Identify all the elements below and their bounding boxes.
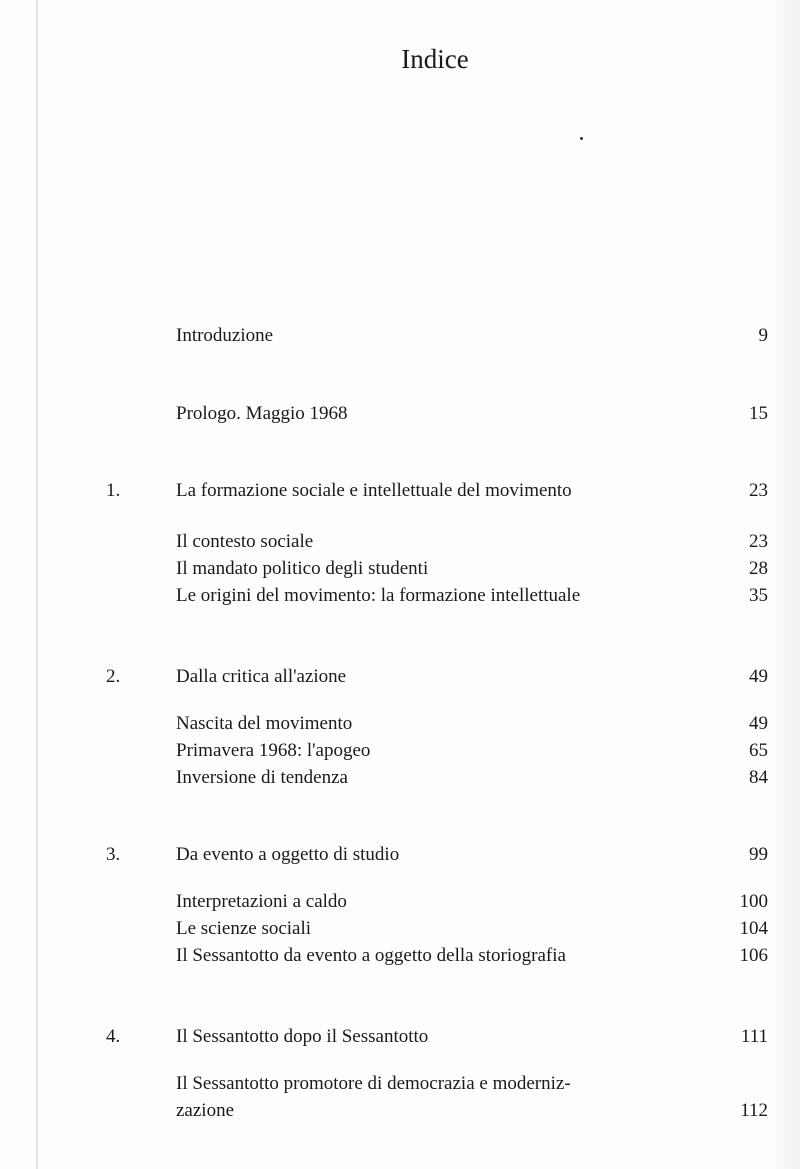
toc-page-number: 112 — [740, 1100, 768, 1121]
toc-entry-title: Prologo. Maggio 1968 — [176, 403, 348, 424]
toc-entry-title: Le origini del movimento: la formazione intellettuale — [176, 585, 581, 606]
toc-page-number: 106 — [739, 945, 768, 966]
toc-chapter-number: 2. — [106, 666, 121, 687]
toc-chapter-number: 1. — [106, 480, 121, 501]
toc-page-number: 9 — [758, 325, 768, 346]
page-gutter-shadow — [776, 0, 800, 1169]
toc-entry-title: Primavera 1968: l'apogeo — [176, 740, 371, 761]
toc-page-number: 84 — [749, 767, 768, 788]
toc-page-number: 49 — [749, 666, 768, 687]
toc-page-number: 111 — [740, 1026, 768, 1047]
toc-entry-title: Nascita del movimento — [176, 713, 353, 734]
speck — [580, 137, 583, 140]
toc-entry-title: Il Sessantotto da evento a oggetto della storiografia — [176, 945, 566, 966]
toc-entry-title: Dalla critica all'azione — [176, 666, 347, 687]
toc-entry-title: La formazione sociale e intellettuale del movimento — [176, 480, 572, 501]
toc-entry-title: Il Sessantotto dopo il Sessantotto — [176, 1026, 429, 1047]
toc-entry-title: Da evento a oggetto di studio — [176, 844, 400, 865]
page-edge — [36, 0, 38, 1169]
page-title: Indice — [401, 44, 469, 74]
toc-page-number: 49 — [749, 713, 768, 734]
toc-chapter-number: 3. — [106, 844, 121, 865]
toc-page-number: 23 — [749, 531, 768, 552]
toc-page-number: 28 — [749, 558, 768, 579]
toc-page-number: 23 — [749, 480, 768, 501]
toc-entry-title: Il Sessantotto promotore di democrazia e moderniz- — [176, 1073, 571, 1094]
toc-entry-title: Le scienze sociali — [176, 918, 312, 939]
toc-entry-title: Introduzione — [176, 325, 274, 346]
toc-page-number: 15 — [749, 403, 768, 424]
toc-page-number: 104 — [739, 918, 768, 939]
toc-page-number: 35 — [749, 585, 768, 606]
toc-entry-title: zazione — [176, 1100, 235, 1121]
toc-entry-title: Il mandato politico degli studenti — [176, 558, 429, 579]
toc-page-number: 65 — [749, 740, 768, 761]
toc-page-number: 99 — [749, 844, 768, 865]
toc-chapter-number: 4. — [106, 1026, 121, 1047]
toc-entry-title: Il contesto sociale — [176, 531, 314, 552]
toc-entry-title: Inversione di tendenza — [176, 767, 348, 788]
toc-page-number: 100 — [739, 891, 768, 912]
toc-entry-title: Interpretazioni a caldo — [176, 891, 347, 912]
